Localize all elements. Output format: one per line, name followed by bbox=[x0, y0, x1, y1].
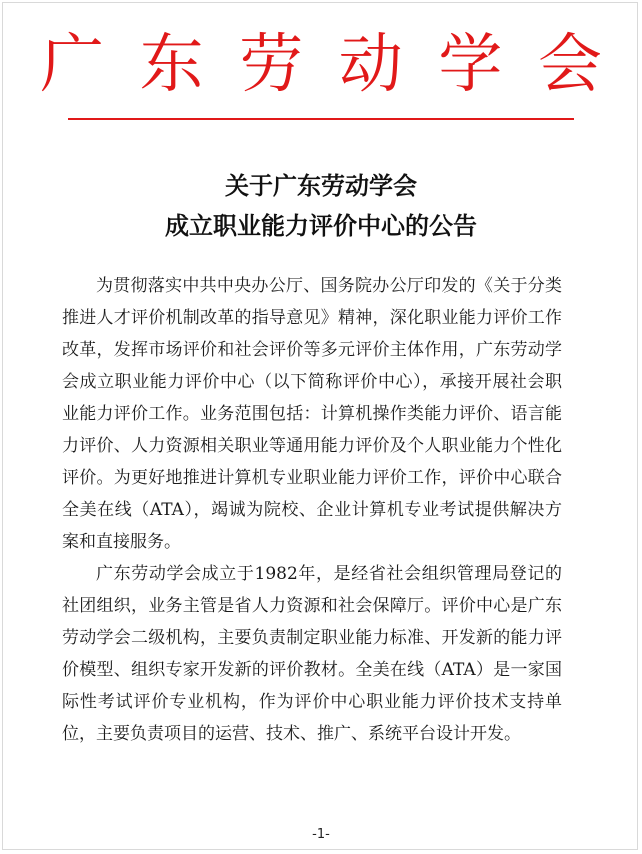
page-number: -1- bbox=[312, 827, 330, 842]
masthead-char: 动 bbox=[338, 28, 403, 102]
document-title bbox=[0, 166, 642, 246]
title-line-2: 成立职业能力评价中心的公告 bbox=[165, 212, 477, 240]
paragraph: 为贯彻落实中共中央办公厅、国务院办公厅印发的《关于分类推进人才评价机制改革的指导意见》精神，深化职业能力评价工作改革，发挥市场评价和社会评价等多元评价主体作用，广东劳动学会成立职业能力评价中心（以下简称评价中心），承接开展社会职业能力评价工作。业务范围包括：计算机操作类能力评价、语言能力评价、人力资源相关职业等通用能力评价及个人职业能力个性化评价。为更好地推进计算机专业职业能力评价工作，评价中心联合全美在线（ATA），竭诚为院校、企业计算机专业考试提供解决方案和直接服务。 bbox=[62, 276, 562, 552]
masthead-char: 劳 bbox=[239, 28, 304, 102]
title-line-1: 关于广东劳动学会 bbox=[225, 172, 417, 200]
masthead-char: 学 bbox=[438, 28, 503, 102]
masthead-char: 广 bbox=[40, 28, 104, 102]
masthead-char: 东 bbox=[139, 28, 204, 102]
masthead-char: 会 bbox=[537, 28, 602, 102]
document-body bbox=[62, 270, 562, 750]
masthead bbox=[18, 20, 624, 110]
paragraph: 广东劳动学会成立于1982年，是经省社会组织管理局登记的社团组织，业务主管是省人力资源和社会保障厅。评价中心是广东劳动学会二级机构，主要负责制定职业能力标准、开发新的能力评价模型、组织专家开发新的评价教材。全美在线（ATA）是一家国际性考试评价专业机构，作为评价中心职业能力评价技术支持单位，主要负责项目的运营、技术、推广、系统平台设计开发。 bbox=[62, 564, 562, 744]
masthead-rule bbox=[68, 118, 574, 120]
